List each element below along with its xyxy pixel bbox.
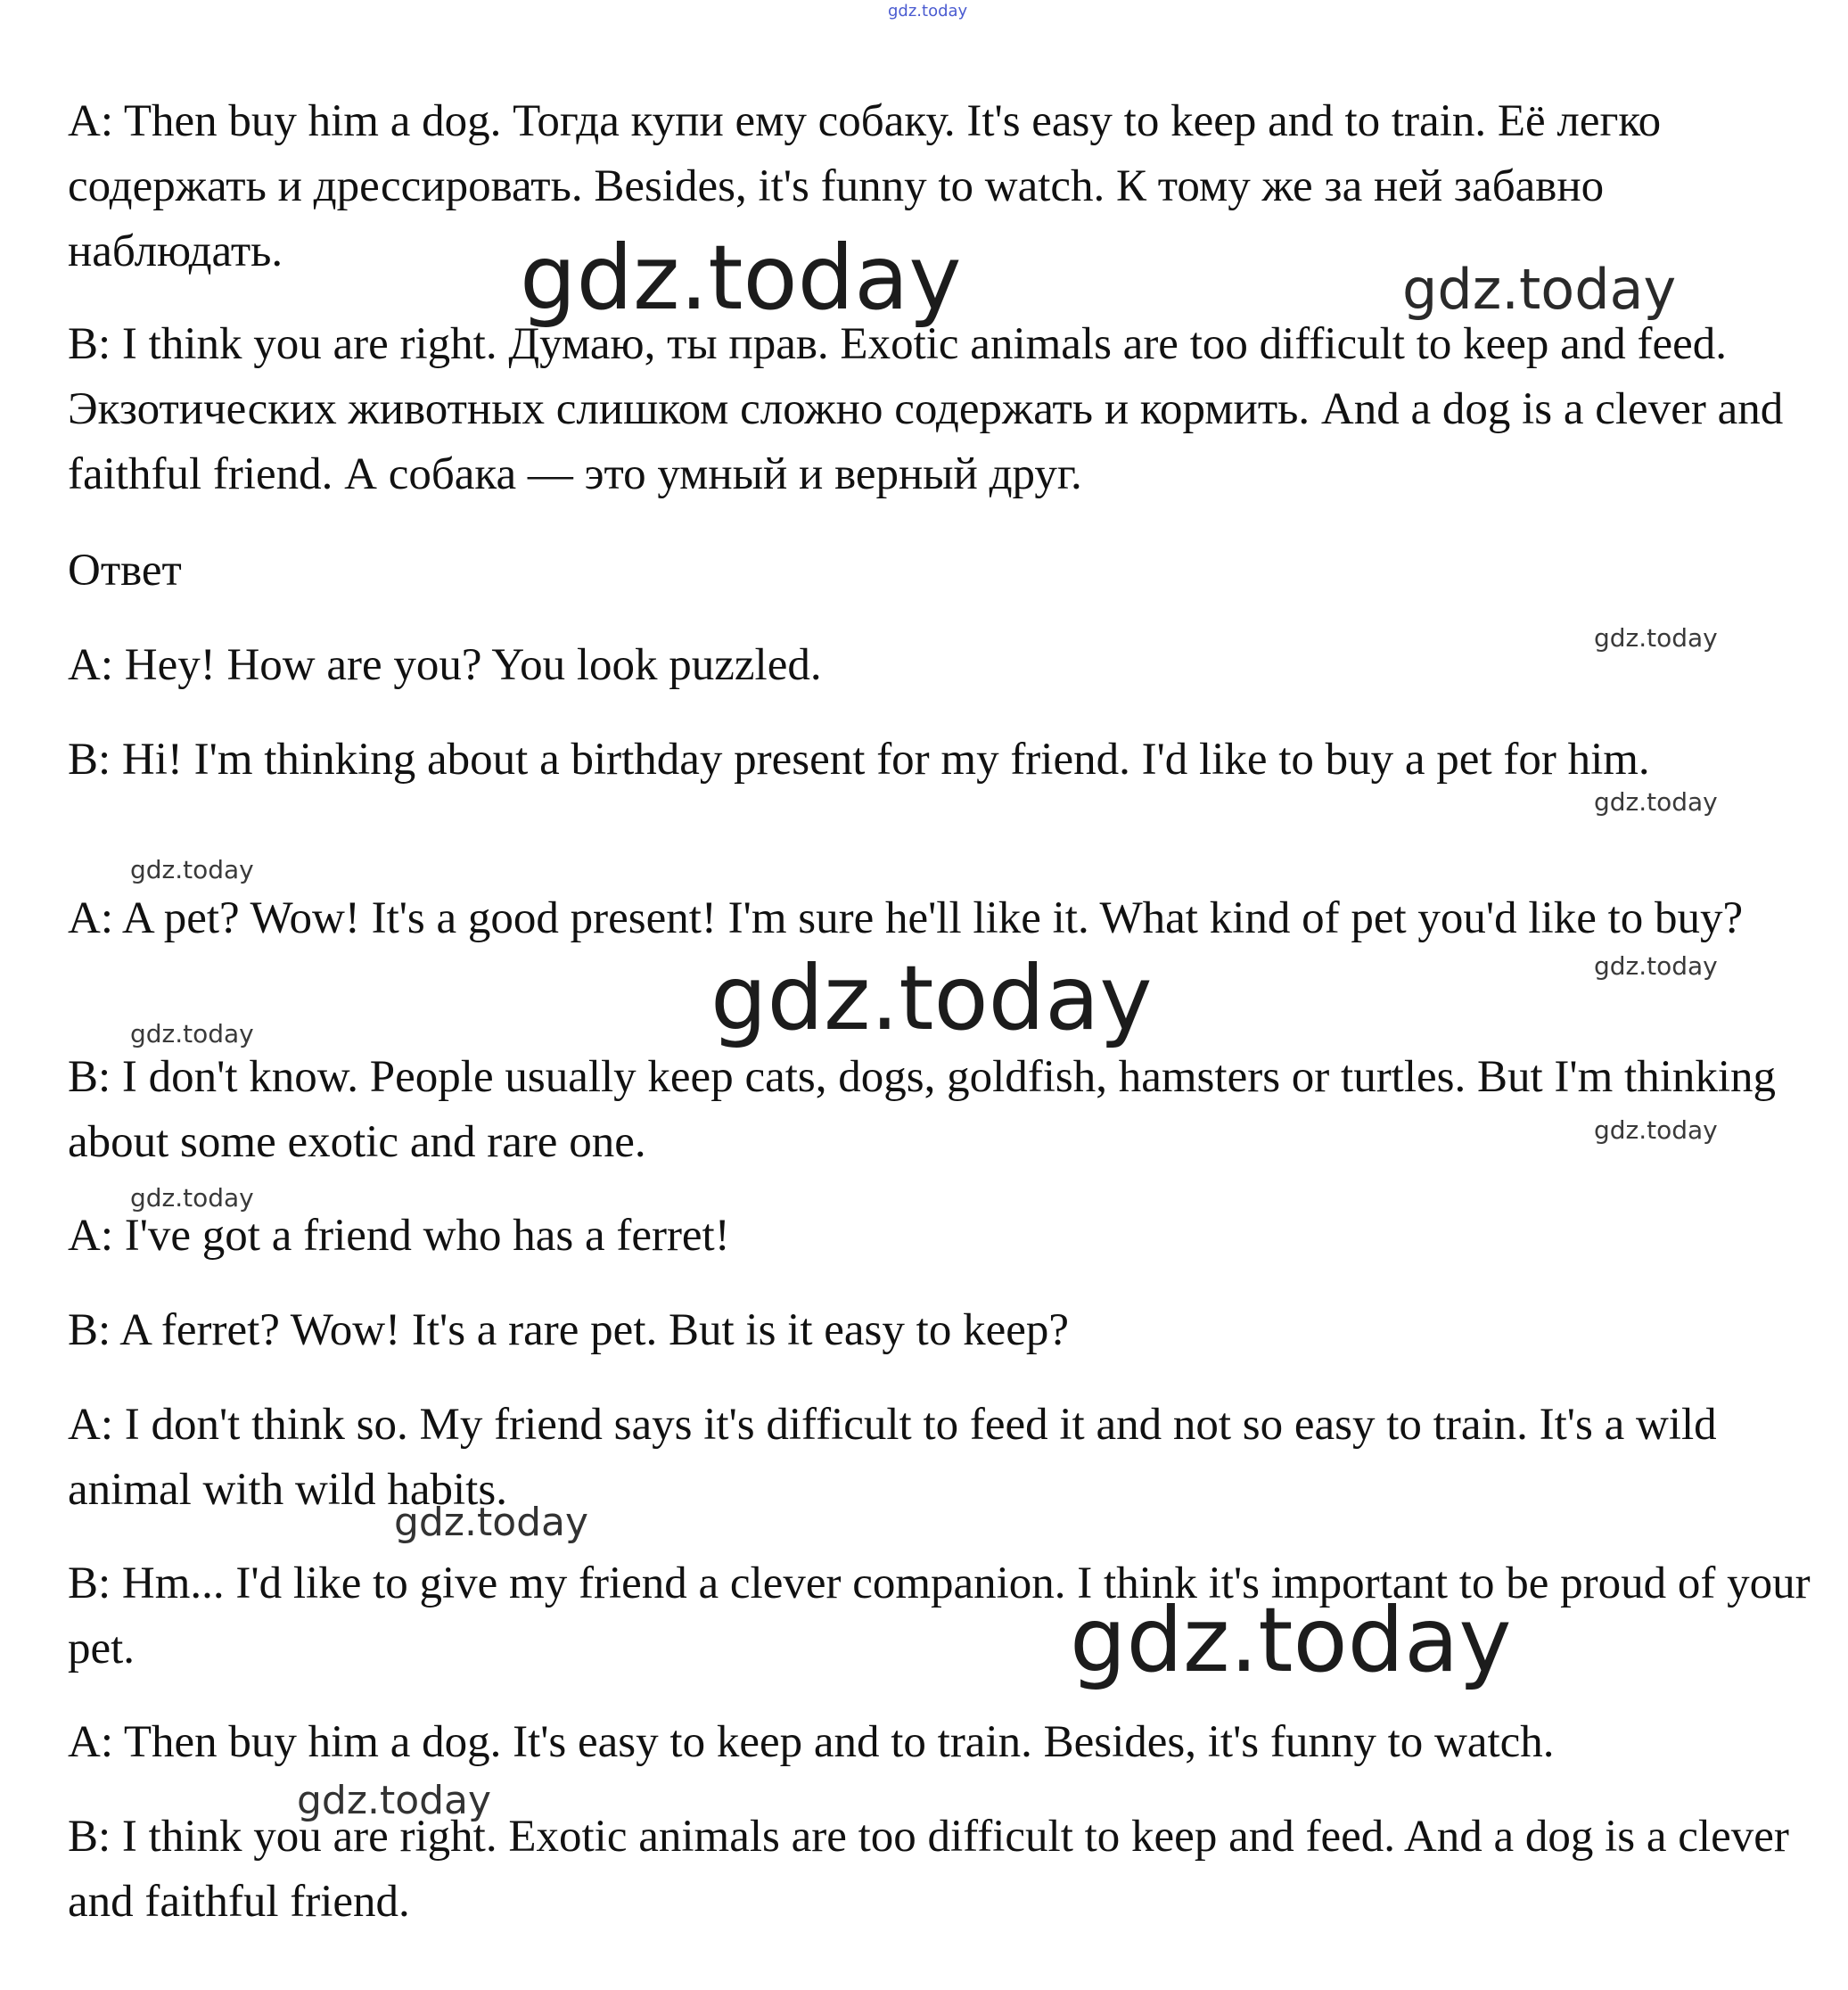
watermark-small-6: gdz.today: [1594, 1115, 1718, 1145]
watermark-top: gdz.today: [888, 2, 968, 21]
watermark-medium-3: gdz.today: [297, 1778, 492, 1823]
paragraph-6: B: I don't know. People usually keep cats, dogs, goldfish, hamsters or turtles. But I'm thinking about some exotic and rare one.: [68, 1052, 1777, 1167]
watermark-small-2: gdz.today: [1594, 787, 1718, 817]
watermark-large-3: gdz.today: [1070, 1588, 1512, 1692]
answer-heading: Ответ: [68, 546, 182, 596]
paragraph-2: B: I think you are right. Думаю, ты прав. Exotic animals are too difficult to keep and feed. Экзотических животных слишком сложно содержать и кормить. And a dog is a clever and faithful friend. А собака — это умный и верный друг.: [68, 319, 1784, 499]
watermark-medium-1: gdz.today: [1402, 257, 1677, 322]
watermark-small-4: gdz.today: [1594, 951, 1718, 981]
watermark-small-3: gdz.today: [130, 855, 254, 884]
watermark-medium-2: gdz.today: [394, 1500, 589, 1545]
watermark-small-1: gdz.today: [1594, 623, 1718, 653]
paragraph-5: A: A pet? Wow! It's a good present! I'm sure he'll like it. What kind of pet you'd like to buy?: [68, 893, 1744, 943]
watermark-large-1: gdz.today: [520, 226, 962, 330]
paragraph-11: A: Then buy him a dog. It's easy to keep and to train. Besides, it's funny to watch.: [68, 1717, 1555, 1767]
paragraph-3: A: Hey! How are you? You look puzzled.: [68, 640, 822, 690]
paragraph-4: B: Hi! I'm thinking about a birthday present for my friend. I'd like to buy a pet for him.: [68, 735, 1650, 785]
paragraph-12: B: I think you are right. Exotic animals are too difficult to keep and feed. And a dog is a clever and faithful friend.: [68, 1812, 1789, 1927]
paragraph-9: A: I don't think so. My friend says it's difficult to feed it and not so easy to train. It's a wild animal with wild habits.: [68, 1400, 1717, 1515]
watermark-large-2: gdz.today: [710, 946, 1153, 1050]
paragraph-10: B: Hm... I'd like to give my friend a clever companion. I think it's important to be proud of your pet.: [68, 1558, 1811, 1673]
watermark-small-7: gdz.today: [130, 1183, 254, 1213]
paragraph-7: A: I've got a friend who has a ferret!: [68, 1211, 730, 1261]
watermark-small-5: gdz.today: [130, 1019, 254, 1048]
paragraph-1: A: Then buy him a dog. Тогда купи ему собаку. It's easy to keep and to train. Её легко содержать и дрессировать. Besides, it's funny to watch. К тому же за ней забавно наблюдать.: [68, 96, 1662, 276]
paragraph-8: B: A ferret? Wow! It's a rare pet. But is it easy to keep?: [68, 1305, 1069, 1355]
